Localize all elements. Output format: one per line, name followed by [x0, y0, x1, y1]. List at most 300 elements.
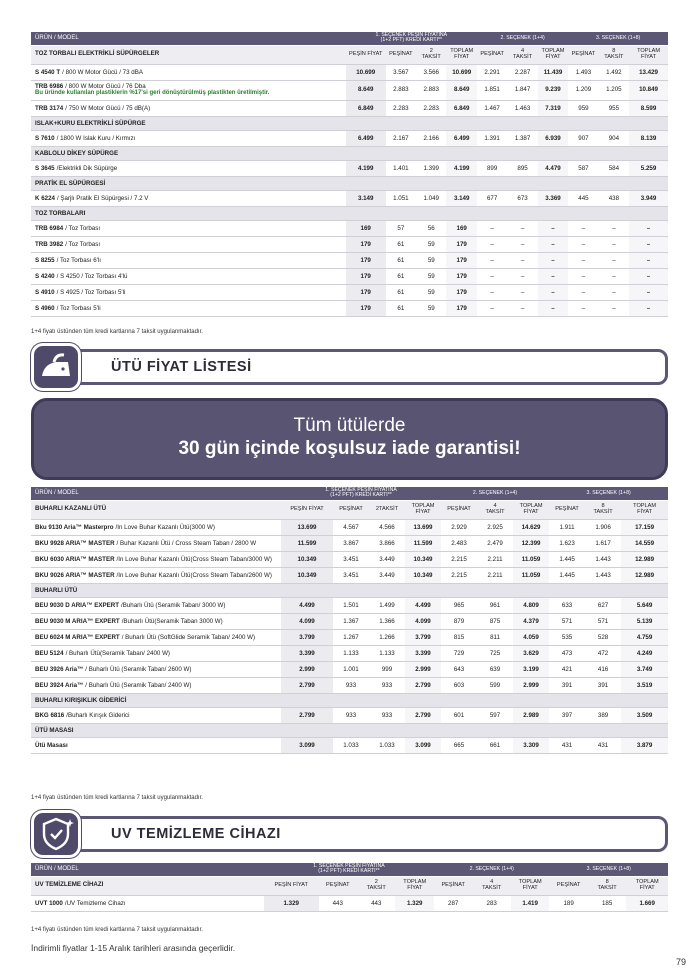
price-cell: –: [538, 220, 568, 236]
section-title: BUHARLI KIRIŞIKLIK GİDERİCİ: [31, 693, 668, 707]
product-name-cell: [31, 645, 281, 661]
recycled-plastic-note: Bu üründe kullanılan plastiklerin %17'si geri dönüştürülmüş plastikten üretilmiştir.: [35, 90, 270, 97]
price-cell: 179: [446, 284, 476, 300]
price-cell: 1.617: [585, 535, 621, 551]
product-row: [31, 567, 668, 583]
price-cell: 179: [346, 300, 386, 316]
price-cell: –: [477, 284, 507, 300]
price-cell: 661: [477, 737, 513, 753]
price-cell: –: [568, 284, 598, 300]
product-name-cell: [31, 895, 264, 911]
price-cell: –: [629, 220, 668, 236]
product-description: / Toz Torbası: [65, 240, 101, 248]
price-cell: 11.439: [538, 64, 568, 80]
price-cell: 4.809: [513, 597, 549, 613]
col-pesinat: PEŞİNAT: [333, 500, 369, 519]
product-row: [31, 220, 668, 236]
price-cell: 389: [585, 707, 621, 723]
price-cell: 1.499: [369, 597, 405, 613]
price-cell: 1.133: [333, 645, 369, 661]
price-cell: 3.451: [333, 567, 369, 583]
price-cell: 2.291: [477, 64, 507, 80]
product-model: S 4910: [35, 288, 55, 296]
col-4-taksit: 4 TAKSİT: [477, 500, 513, 519]
price-cell: 1.366: [369, 613, 405, 629]
price-cell: 1.911: [549, 519, 585, 535]
price-cell: 1.445: [549, 551, 585, 567]
price-cell: 10.849: [629, 80, 668, 100]
section-title: PRATİK EL SÜPÜRGESİ: [31, 176, 668, 190]
price-cell: 59: [416, 268, 446, 284]
col-pesinat: PEŞİNAT: [386, 45, 416, 64]
price-cell: 4.099: [281, 613, 333, 629]
product-name-cell: [31, 737, 281, 753]
price-cell: 1.492: [599, 64, 629, 80]
product-model: S 4960: [35, 304, 55, 312]
price-cell: –: [538, 268, 568, 284]
product-row: [31, 629, 668, 645]
price-cell: 3.567: [386, 64, 416, 80]
price-cell: 1.493: [568, 64, 598, 80]
product-name-cell: [31, 629, 281, 645]
price-cell: –: [538, 284, 568, 300]
price-cell: 879: [441, 613, 477, 629]
col-pesinat: PEŞİNAT: [549, 500, 585, 519]
col-toplam: TOPLAM FİYAT: [446, 45, 476, 64]
price-cell: 1.623: [549, 535, 585, 551]
price-cell: 3.949: [629, 190, 668, 206]
price-cell: 12.399: [513, 535, 549, 551]
price-cell: 4.199: [446, 160, 476, 176]
price-cell: 431: [549, 737, 585, 753]
product-description: / Şarjlı Pratik El Süpürgesi / 7.2 V: [56, 194, 149, 202]
col-pesin-fiyat: PEŞİN FİYAT: [264, 876, 319, 895]
price-cell: 11.059: [513, 551, 549, 567]
price-cell: 1.267: [333, 629, 369, 645]
price-cell: 1.399: [416, 160, 446, 176]
price-cell: 8.649: [446, 80, 476, 100]
price-cell: 1.391: [477, 130, 507, 146]
product-name-cell: [31, 80, 346, 100]
price-cell: 3.879: [621, 737, 668, 753]
price-cell: 61: [386, 284, 416, 300]
price-cell: 597: [477, 707, 513, 723]
price-cell: –: [507, 284, 537, 300]
price-cell: 1.051: [386, 190, 416, 206]
col-toplam: TOPLAM FİYAT: [513, 500, 549, 519]
price-cell: 10.349: [405, 551, 441, 567]
product-model: BKG 6816: [35, 711, 65, 719]
price-cell: 677: [477, 190, 507, 206]
price-cell: 5.259: [629, 160, 668, 176]
product-name-cell: [31, 100, 346, 116]
price-cell: 179: [446, 300, 476, 316]
product-description: /Buharlı Ütü (Seramik Taban/ 3000 W): [121, 601, 226, 609]
price-cell: 1.205: [599, 80, 629, 100]
price-cell: 2.215: [441, 551, 477, 567]
section-title: KABLOLU DİKEY SÜPÜRGE: [31, 146, 668, 160]
product-description: / Buhar Kazanlı Ütü / Cross Steam Taban / 2800 W: [116, 539, 257, 547]
price-cell: 10.349: [405, 567, 441, 583]
product-description: / Toz Torbası 5'li: [56, 304, 101, 312]
price-cell: 391: [549, 677, 585, 693]
price-cell: 601: [441, 707, 477, 723]
product-description: /Elektrikli Dik Süpürge: [56, 164, 118, 172]
price-cell: 1.367: [333, 613, 369, 629]
price-cell: 59: [416, 252, 446, 268]
product-name-cell: [31, 613, 281, 629]
product-row: [31, 613, 668, 629]
vacuum-price-table: [31, 32, 668, 317]
price-cell: 61: [386, 300, 416, 316]
promo-line-1: Tüm ütülerde: [293, 415, 406, 436]
price-cell: 61: [386, 252, 416, 268]
product-description: / Buharlı Ütü (Seramik Taban/ 2600 W): [85, 665, 192, 673]
price-cell: 2.999: [513, 677, 549, 693]
price-cell: 1.033: [369, 737, 405, 753]
product-row: [31, 284, 668, 300]
price-cell: 5.139: [621, 613, 668, 629]
price-cell: 7.319: [538, 100, 568, 116]
product-model: UVT 1000: [35, 899, 63, 907]
product-row: [31, 645, 668, 661]
header-option-2: 2. SEÇENEK (1+4): [434, 863, 549, 876]
price-cell: 9.239: [538, 80, 568, 100]
price-cell: 2.211: [477, 551, 513, 567]
price-cell: 6.499: [346, 130, 386, 146]
price-cell: 179: [346, 268, 386, 284]
product-model: S 4540 T: [35, 68, 61, 76]
header-option-2: 2. SEÇENEK (1+4): [477, 32, 568, 45]
price-cell: 185: [588, 895, 626, 911]
price-cell: –: [568, 252, 598, 268]
product-description: / 800 W Motor Gücü / 76 Dba: [65, 82, 146, 90]
col-2-taksit: 2 TAKSİT: [416, 45, 446, 64]
price-cell: 907: [568, 130, 598, 146]
price-cell: 1.329: [264, 895, 319, 911]
price-cell: 3.149: [446, 190, 476, 206]
product-model: K 6224: [35, 194, 55, 202]
col-8-taksit: 8 TAKSİT: [588, 876, 626, 895]
price-cell: 443: [319, 895, 357, 911]
product-row: [31, 252, 668, 268]
product-description: /UV Temizleme Cihazı: [64, 899, 126, 907]
price-cell: 815: [441, 629, 477, 645]
price-cell: 13.429: [629, 64, 668, 80]
product-name-cell: [31, 268, 346, 284]
price-cell: 1.463: [507, 100, 537, 116]
price-cell: 59: [416, 236, 446, 252]
price-cell: 2.166: [416, 130, 446, 146]
price-cell: 1.419: [511, 895, 550, 911]
product-model: Ütü Masası: [35, 741, 68, 749]
price-cell: 11.059: [513, 567, 549, 583]
banner-title: ÜTÜ FİYAT LİSTESİ: [111, 359, 252, 375]
installment-note: 1+4 fiyatı üstünden tüm kredi kartlarına 7 taksit uygulanmaktadır.: [31, 329, 203, 335]
price-cell: –: [599, 252, 629, 268]
product-description: /In Love Buhar Kazanlı Ütü(Cross Steam Taban/2600 W): [116, 571, 272, 579]
price-cell: 421: [549, 661, 585, 677]
price-cell: 2.925: [477, 519, 513, 535]
product-description: / Buharlı Ütü(Seramik Taban/ 2400 W): [65, 649, 170, 657]
product-name-cell: [31, 252, 346, 268]
price-cell: 933: [333, 707, 369, 723]
price-cell: 3.099: [281, 737, 333, 753]
price-cell: 10.699: [346, 64, 386, 80]
price-cell: 4.059: [513, 629, 549, 645]
price-cell: –: [477, 268, 507, 284]
product-model: BEU 3926 Aria™: [35, 665, 84, 673]
price-cell: 431: [585, 737, 621, 753]
product-row: [31, 661, 668, 677]
price-cell: 603: [441, 677, 477, 693]
price-cell: –: [477, 220, 507, 236]
col-pesin-fiyat: PEŞİN FİYAT: [346, 45, 386, 64]
product-row: [31, 551, 668, 567]
product-name-cell: [31, 190, 346, 206]
price-cell: 3.799: [281, 629, 333, 645]
price-cell: 2.799: [405, 677, 441, 693]
product-description: / 800 W Motor Gücü / 73 dBA: [62, 68, 143, 76]
price-cell: –: [477, 236, 507, 252]
product-row: [31, 268, 668, 284]
product-row: [31, 677, 668, 693]
price-cell: 3.399: [405, 645, 441, 661]
price-cell: 2.215: [441, 567, 477, 583]
price-cell: 2.799: [281, 707, 333, 723]
price-cell: 3.629: [513, 645, 549, 661]
product-description: / S 4250 / Toz Torbası 4'lü: [56, 272, 128, 280]
price-cell: –: [599, 300, 629, 316]
price-cell: 811: [477, 629, 513, 645]
price-cell: 391: [585, 677, 621, 693]
product-name-cell: [31, 551, 281, 567]
price-cell: 3.149: [346, 190, 386, 206]
shield-sparkle-icon: [31, 810, 81, 858]
price-cell: 10.349: [281, 551, 333, 567]
col-toplam: TOPLAM FİYAT: [405, 500, 441, 519]
category-title: UV TEMİZLEME CİHAZI: [31, 876, 264, 895]
product-description: /Buharlı Kırışık Giderici: [66, 711, 130, 719]
product-name-cell: [31, 64, 346, 80]
product-name-cell: [31, 236, 346, 252]
product-model: Bku 9130 Aria™ Masterpro: [35, 523, 114, 531]
price-cell: 179: [446, 236, 476, 252]
product-name-cell: [31, 519, 281, 535]
product-model: S 3645: [35, 164, 55, 172]
price-cell: 6.849: [346, 100, 386, 116]
price-cell: –: [507, 268, 537, 284]
product-row: [31, 895, 668, 911]
price-cell: 4.499: [405, 597, 441, 613]
price-cell: 10.699: [446, 64, 476, 80]
price-cell: –: [599, 220, 629, 236]
product-model: TRB 3982: [35, 240, 64, 248]
return-guarantee-promo: [31, 398, 668, 480]
col-toplam: TOPLAM FİYAT: [629, 45, 668, 64]
header-model: ÜRÜN / MODEL: [31, 487, 281, 500]
price-cell: 528: [585, 629, 621, 645]
price-cell: 17.159: [621, 519, 668, 535]
product-description: / Buharlı Ütü (Seramik Taban/ 2400 W): [85, 681, 192, 689]
category-title: BUHARLI KAZANLI ÜTÜ: [31, 500, 281, 519]
price-cell: 1.049: [416, 190, 446, 206]
price-cell: 2.283: [386, 100, 416, 116]
col-2-taksit: 2 TAKSİT: [357, 876, 395, 895]
price-cell: 3.369: [538, 190, 568, 206]
product-name-cell: [31, 661, 281, 677]
price-cell: 57: [386, 220, 416, 236]
price-cell: 729: [441, 645, 477, 661]
price-cell: 13.699: [281, 519, 333, 535]
product-description: / 1800 W Islak Kuru / Kırmızı: [56, 134, 136, 142]
price-cell: 999: [369, 661, 405, 677]
price-cell: 5.649: [621, 597, 668, 613]
col-pesinat: PEŞİNAT: [549, 876, 587, 895]
price-cell: –: [538, 300, 568, 316]
product-description: / Buharlı Ütü (SoftGlide Seramik Taban/ 2400 W): [121, 633, 256, 641]
price-cell: 639: [477, 661, 513, 677]
price-cell: 4.499: [281, 597, 333, 613]
price-cell: 445: [568, 190, 598, 206]
price-cell: 438: [599, 190, 629, 206]
product-description: / 750 W Motor Gücü / 75 dB(A): [65, 104, 151, 112]
col-2-taksit: 2TAKSİT: [369, 500, 405, 519]
product-model: TRB 6984: [35, 224, 64, 232]
col-4-taksit: 4 TAKSİT: [507, 45, 537, 64]
price-cell: –: [599, 268, 629, 284]
price-cell: 2.211: [477, 567, 513, 583]
price-cell: 3.799: [405, 629, 441, 645]
product-description: /In Love Buhar Kazanlı Ütü(3000 W): [115, 523, 215, 531]
price-cell: 665: [441, 737, 477, 753]
price-cell: 4.567: [333, 519, 369, 535]
price-cell: 2.283: [416, 100, 446, 116]
product-name-cell: [31, 677, 281, 693]
price-cell: 571: [549, 613, 585, 629]
price-cell: 2.167: [386, 130, 416, 146]
product-row: [31, 100, 668, 116]
price-cell: –: [629, 252, 668, 268]
product-description: / S 4925 / Toz Torbası 5'li: [56, 288, 126, 296]
product-row: [31, 64, 668, 80]
price-cell: 725: [477, 645, 513, 661]
header-model: ÜRÜN / MODEL: [31, 32, 346, 45]
price-cell: 179: [346, 284, 386, 300]
price-cell: 11.599: [405, 535, 441, 551]
price-cell: 8.139: [629, 130, 668, 146]
product-name-cell: [31, 567, 281, 583]
price-cell: 899: [477, 160, 507, 176]
price-cell: 56: [416, 220, 446, 236]
iron-price-table: [31, 487, 668, 754]
header-option-1: 1. SEÇENEK PEŞİN FİYATINA (1+2 PFT) KREDİ KARTI**: [346, 32, 477, 45]
validity-footer: İndirimli fiyatlar 1-15 Aralık tarihleri arasında geçerlidir.: [31, 943, 236, 953]
price-cell: –: [507, 220, 537, 236]
header-option-3: 3. SEÇENEK (1+8): [568, 32, 668, 45]
price-cell: 3.867: [333, 535, 369, 551]
price-cell: –: [599, 284, 629, 300]
price-cell: 1.387: [507, 130, 537, 146]
price-cell: 1.133: [369, 645, 405, 661]
price-cell: 59: [416, 300, 446, 316]
section-title: BUHARLI ÜTÜ: [31, 583, 668, 597]
price-cell: 584: [599, 160, 629, 176]
product-model: BEU 5124: [35, 649, 64, 657]
price-cell: –: [629, 268, 668, 284]
price-cell: 4.566: [369, 519, 405, 535]
price-cell: 2.999: [405, 661, 441, 677]
product-model: S 8255: [35, 256, 55, 264]
price-cell: 6.499: [446, 130, 476, 146]
price-cell: 12.989: [621, 567, 668, 583]
price-cell: 169: [446, 220, 476, 236]
product-row: [31, 80, 668, 100]
product-model: BEU 9030 D ARIA™ EXPERT: [35, 601, 120, 609]
price-cell: 2.929: [441, 519, 477, 535]
price-cell: 2.287: [507, 64, 537, 80]
product-row: [31, 535, 668, 551]
price-cell: –: [538, 252, 568, 268]
product-model: S 4240: [35, 272, 55, 280]
price-cell: 287: [434, 895, 472, 911]
price-cell: 933: [369, 677, 405, 693]
price-cell: –: [507, 236, 537, 252]
col-pesinat: PEŞİNAT: [477, 45, 507, 64]
price-cell: 895: [507, 160, 537, 176]
price-cell: 1.443: [585, 567, 621, 583]
header-model: ÜRÜN / MODEL: [31, 863, 264, 876]
price-cell: –: [629, 300, 668, 316]
price-cell: –: [477, 300, 507, 316]
product-name-cell: [31, 300, 346, 316]
product-model: S 7610: [35, 134, 55, 142]
price-cell: 189: [549, 895, 587, 911]
price-cell: 8.599: [629, 100, 668, 116]
iron-price-list-banner: [31, 347, 668, 387]
product-row: [31, 300, 668, 316]
price-cell: 2.479: [477, 535, 513, 551]
price-cell: 4.479: [538, 160, 568, 176]
price-cell: 2.883: [386, 80, 416, 100]
iron-icon: [31, 343, 81, 391]
product-description: / Toz Torbası: [65, 224, 101, 232]
price-cell: 59: [416, 284, 446, 300]
price-cell: 6.849: [446, 100, 476, 116]
uv-cleaner-banner: [31, 814, 668, 854]
price-cell: 673: [507, 190, 537, 206]
price-cell: –: [538, 236, 568, 252]
product-name-cell: [31, 535, 281, 551]
product-name-cell: [31, 160, 346, 176]
price-cell: 3.309: [513, 737, 549, 753]
product-row: [31, 707, 668, 723]
price-cell: 933: [369, 707, 405, 723]
col-pesinat: PEŞİNAT: [441, 500, 477, 519]
price-cell: 283: [472, 895, 510, 911]
page-number: 79: [675, 957, 686, 967]
price-cell: 4.099: [405, 613, 441, 629]
price-cell: 1.033: [333, 737, 369, 753]
price-cell: 3.451: [333, 551, 369, 567]
price-cell: 1.209: [568, 80, 598, 100]
product-model: TRB 6986: [35, 82, 64, 90]
price-cell: 3.399: [281, 645, 333, 661]
product-row: [31, 597, 668, 613]
product-model: BKU 9928 ARIA™ MASTER: [35, 539, 115, 547]
col-8-taksit: 8 TAKSİT: [585, 500, 621, 519]
price-cell: 587: [568, 160, 598, 176]
